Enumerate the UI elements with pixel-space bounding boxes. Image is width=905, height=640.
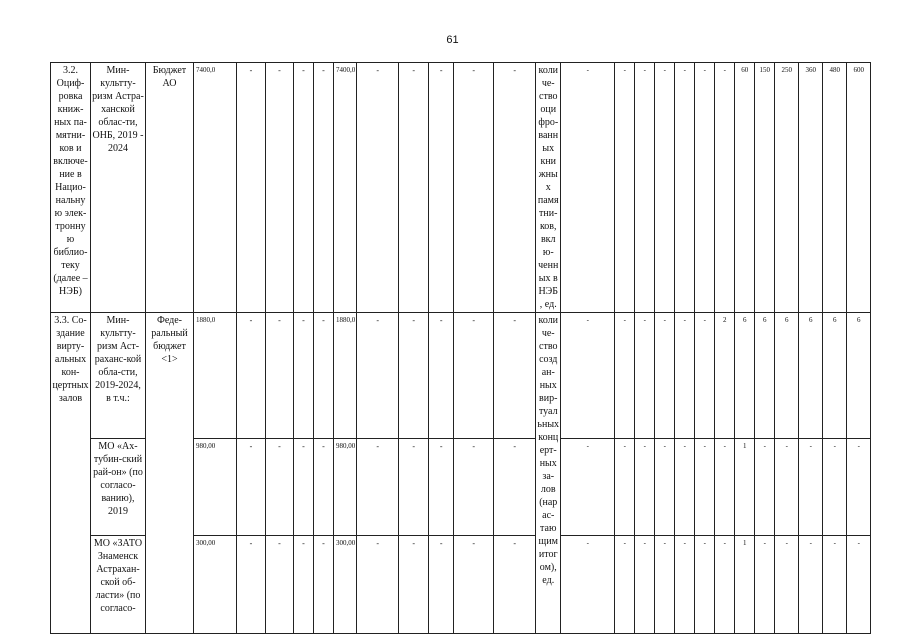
target-value: -: [775, 439, 799, 536]
target-value: -: [655, 63, 675, 313]
executor: МО «ЗАТО Знаменск Астрахан-ской об-ласти» (по согласо-: [91, 536, 146, 634]
cell-dash: -: [429, 536, 454, 634]
target-value: -: [635, 63, 655, 313]
cell-dash: -: [237, 63, 266, 313]
target-value: -: [847, 536, 871, 634]
target-value: 480: [823, 63, 847, 313]
target-value: -: [655, 536, 675, 634]
target-value: 360: [799, 63, 823, 313]
cell-dash: -: [399, 536, 429, 634]
cell-dash: -: [429, 313, 454, 439]
year-amount: 1880,0: [334, 313, 357, 439]
target-value: 150: [755, 63, 775, 313]
executor: Мин-культту-ризм Астра-ханской облас-ти, ОНБ, 2019 - 2024: [91, 63, 146, 313]
executor: Мин-культту-ризм Аст-раханс-кой обла-сти, 2019-2024, в т.ч.:: [91, 313, 146, 439]
target-value: 600: [847, 63, 871, 313]
target-value: -: [823, 536, 847, 634]
table-row-3-3: [51, 313, 895, 439]
cell-dash: -: [494, 63, 536, 313]
cell-dash: -: [294, 313, 314, 439]
measure-name: 3.3. Со-здание вирту-альных кон-цертных залов: [51, 313, 91, 634]
cell-dash: -: [266, 536, 294, 634]
cell-dash: -: [237, 439, 266, 536]
target-value: -: [675, 536, 695, 634]
target-value: 6: [735, 313, 755, 439]
target-value: -: [615, 313, 635, 439]
target-value: -: [615, 63, 635, 313]
cell-dash: -: [454, 313, 494, 439]
target-value: -: [635, 536, 655, 634]
target-value: 6: [847, 313, 871, 439]
cell-dash: -: [294, 536, 314, 634]
target-value: -: [655, 313, 675, 439]
cell-dash: -: [294, 439, 314, 536]
target-value: -: [695, 536, 715, 634]
program-table: [50, 62, 895, 634]
cell-dash: -: [399, 313, 429, 439]
target-value: 2: [715, 313, 735, 439]
target-value: -: [823, 439, 847, 536]
cell-dash: -: [314, 439, 334, 536]
total-amount: 980,00: [194, 439, 237, 536]
target-value: 60: [735, 63, 755, 313]
measure-name: 3.2. Оциф-ровка книж-ных па-мятни-ков и включе-ние в Нацио-нальную элек-тронную библио-теку (далее – НЭБ): [51, 63, 91, 313]
target-value: -: [615, 536, 635, 634]
target-value: -: [775, 536, 799, 634]
target-value: 1: [735, 439, 755, 536]
cell-dash: -: [494, 536, 536, 634]
cell-dash: -: [454, 63, 494, 313]
executor: МО «Ах-тубин-ский рай-он» (по согласо-ванию), 2019: [91, 439, 146, 536]
target-value: -: [675, 63, 695, 313]
target-value: 1: [735, 536, 755, 634]
cell-dash: -: [266, 439, 294, 536]
cell-dash: -: [237, 313, 266, 439]
page-number: 61: [446, 34, 459, 46]
table-row-3-2: [51, 63, 895, 313]
target-value: -: [755, 536, 775, 634]
year-amount: 7400,0: [334, 63, 357, 313]
target-value: 250: [775, 63, 799, 313]
target-value: -: [799, 536, 823, 634]
target-value: -: [847, 439, 871, 536]
target-value: -: [635, 439, 655, 536]
indicator: количе-ство оцифро-ванных книжных памятни-ков, вклю-ченных в НЭБ, ед.: [536, 63, 561, 313]
funding-source: Бюджет АО: [146, 63, 194, 313]
target-value: -: [715, 439, 735, 536]
target-value: -: [635, 313, 655, 439]
target-value: -: [695, 63, 715, 313]
target-value: -: [655, 439, 675, 536]
cell-dash: -: [266, 313, 294, 439]
total-amount: 7400,0: [194, 63, 237, 313]
target-value: 6: [775, 313, 799, 439]
cell-dash: -: [429, 439, 454, 536]
cell-dash: -: [237, 536, 266, 634]
target-value: -: [799, 439, 823, 536]
target-value: 6: [755, 313, 775, 439]
cell-dash: -: [314, 63, 334, 313]
cell-dash: -: [494, 439, 536, 536]
target-value: -: [755, 439, 775, 536]
target-value: -: [561, 439, 615, 536]
cell-dash: -: [314, 536, 334, 634]
cell-dash: -: [494, 313, 536, 439]
target-value: -: [675, 439, 695, 536]
target-value: -: [715, 63, 735, 313]
year-amount: 980,00: [334, 439, 357, 536]
cell-dash: -: [266, 63, 294, 313]
year-amount: 300,00: [334, 536, 357, 634]
cell-dash: -: [357, 439, 399, 536]
cell-dash: -: [454, 439, 494, 536]
target-value: -: [675, 313, 695, 439]
target-value: -: [715, 536, 735, 634]
cell-dash: -: [314, 313, 334, 439]
cell-dash: -: [357, 536, 399, 634]
target-value: 6: [823, 313, 847, 439]
total-amount: 300,00: [194, 536, 237, 634]
cell-dash: -: [399, 63, 429, 313]
funding-source: Феде-ральный бюджет <1>: [146, 313, 194, 634]
cell-dash: -: [429, 63, 454, 313]
indicator: количе-ство создан-ных вир-туальных концерт-ных за-лов (нарас-тающим итогом), ед.: [536, 313, 561, 634]
cell-dash: -: [454, 536, 494, 634]
target-value: -: [695, 313, 715, 439]
cell-dash: -: [399, 439, 429, 536]
target-value: -: [561, 313, 615, 439]
target-value: -: [561, 536, 615, 634]
target-value: -: [615, 439, 635, 536]
target-value: -: [561, 63, 615, 313]
cell-dash: -: [294, 63, 314, 313]
target-value: 6: [799, 313, 823, 439]
target-value: -: [695, 439, 715, 536]
total-amount: 1880,0: [194, 313, 237, 439]
cell-dash: -: [357, 313, 399, 439]
cell-dash: -: [357, 63, 399, 313]
